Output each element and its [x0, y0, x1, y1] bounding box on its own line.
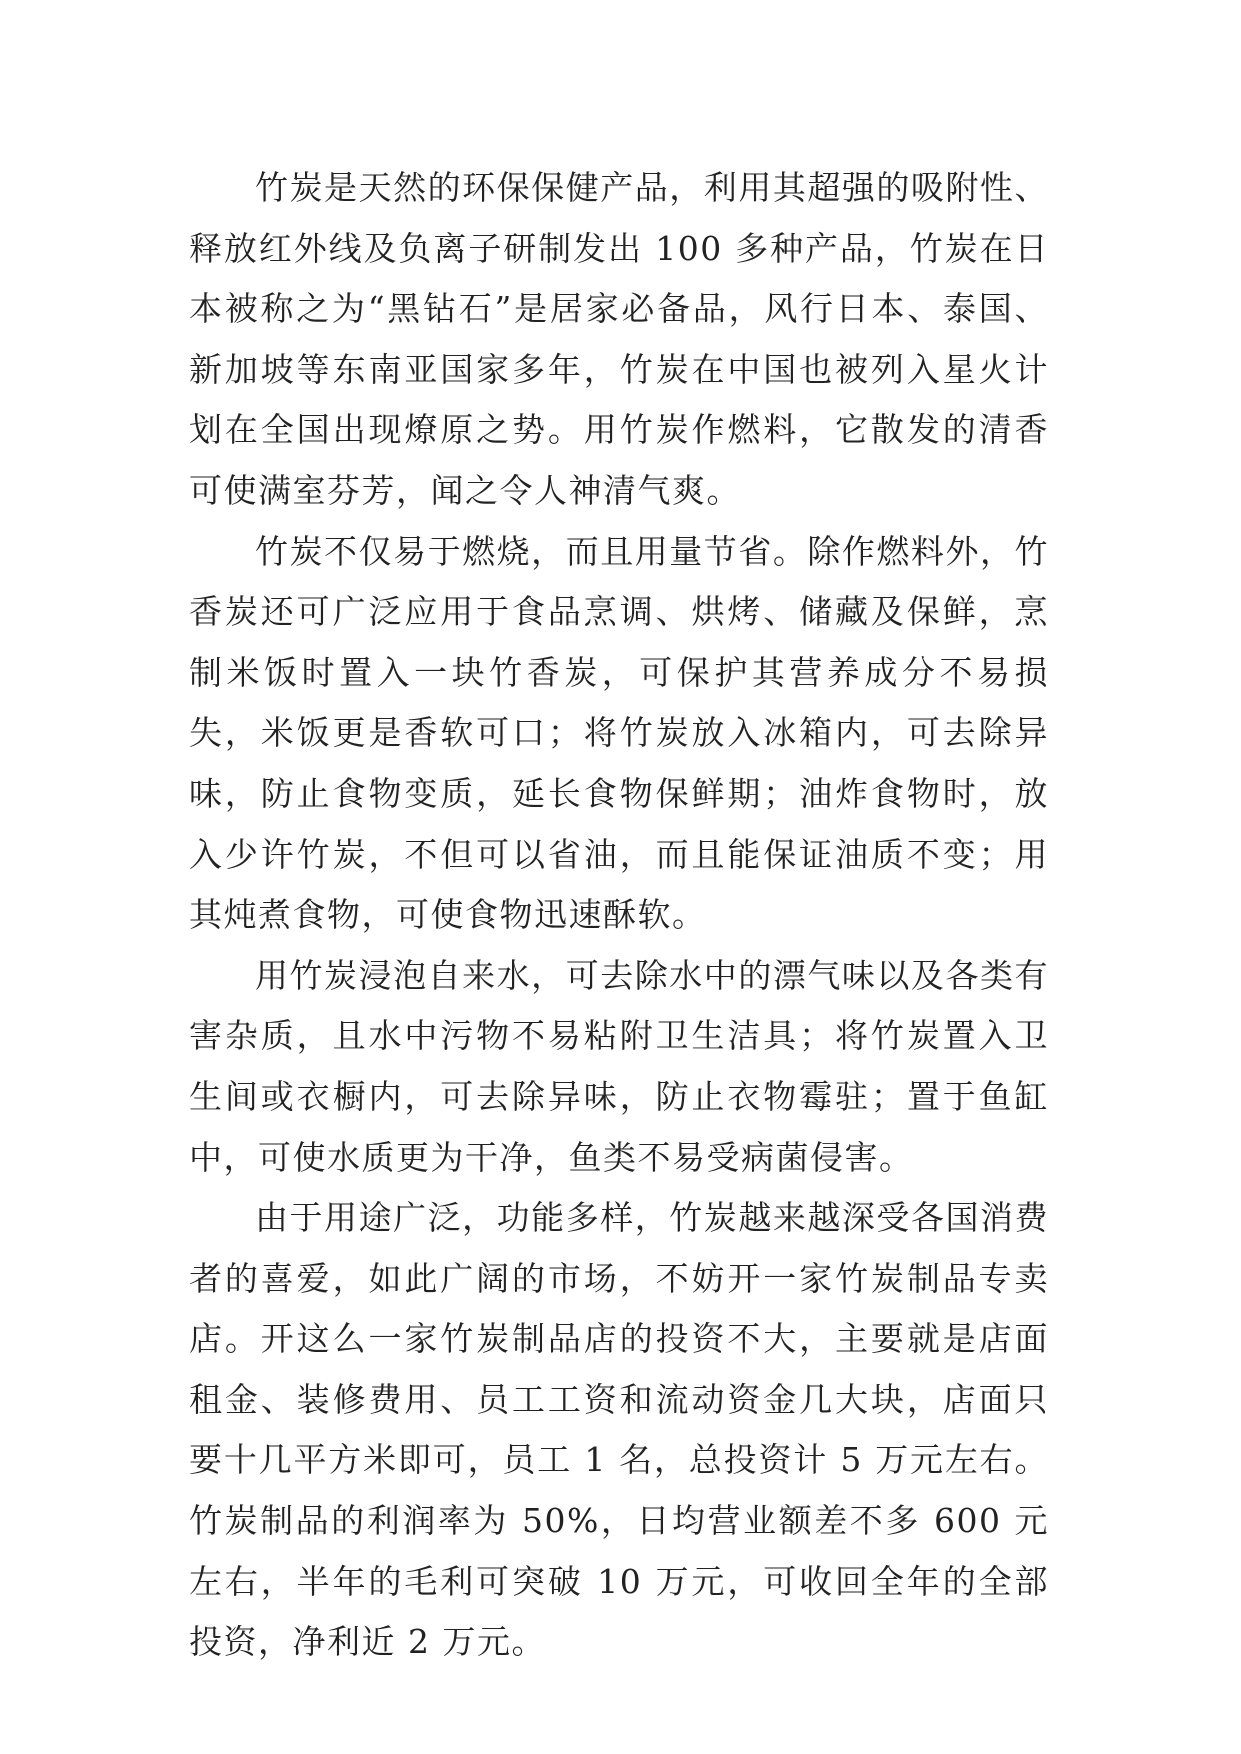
paragraph-3: 用竹炭浸泡自来水，可去除水中的漂气味以及各类有害杂质，且水中污物不易粘附卫生洁具；将竹炭置入卫生间或衣橱内，可去除异味，防止衣物霉驻；置于鱼缸中，可使水质更为干净，鱼类不易受病菌侵害。 — [189, 955, 1049, 1177]
paragraph-4: 由于用途广泛，功能多样，竹炭越来越深受各国消费者的喜爱，如此广阔的市场，不妨开一家竹炭制品专卖店。开这么一家竹炭制品店的投资不大，主要就是店面租金、装修费用、员工工资和流动资金几大块，店面只要十几平方米即可，员工 1 名，总投资计 5 万元左右。竹炭制品的利润率为 50%，日均营业额差不多 600 元左右，半年的毛利可突破 10 万元，可收回全年的全部投资，净利近 2 万元。 — [189, 1198, 1049, 1662]
document-body — [189, 158, 1049, 1673]
paragraph-1: 竹炭是天然的环保保健产品，利用其超强的吸附性、释放红外线及负离子研制发出 100 多种产品，竹炭在日本被称之为“黑钻石”是居家必备品，风行日本、泰国、新加坡等东南亚国家多年，竹炭在中国也被列入星火计划在全国出现燎原之势。用竹炭作燃料，它散发的清香可使满室芬芳，闻之令人神清气爽。 — [189, 168, 1049, 510]
paragraph-2: 竹炭不仅易于燃烧，而且用量节省。除作燃料外，竹香炭还可广泛应用于食品烹调、烘烤、储藏及保鲜，烹制米饭时置入一块竹香炭，可保护其营养成分不易损失，米饭更是香软可口；将竹炭放入冰箱内，可去除异味，防止食物变质，延长食物保鲜期；油炸食物时，放入少许竹炭，不但可以省油，而且能保证油质不变；用其炖煮食物，可使食物迅速酥软。 — [189, 531, 1049, 935]
